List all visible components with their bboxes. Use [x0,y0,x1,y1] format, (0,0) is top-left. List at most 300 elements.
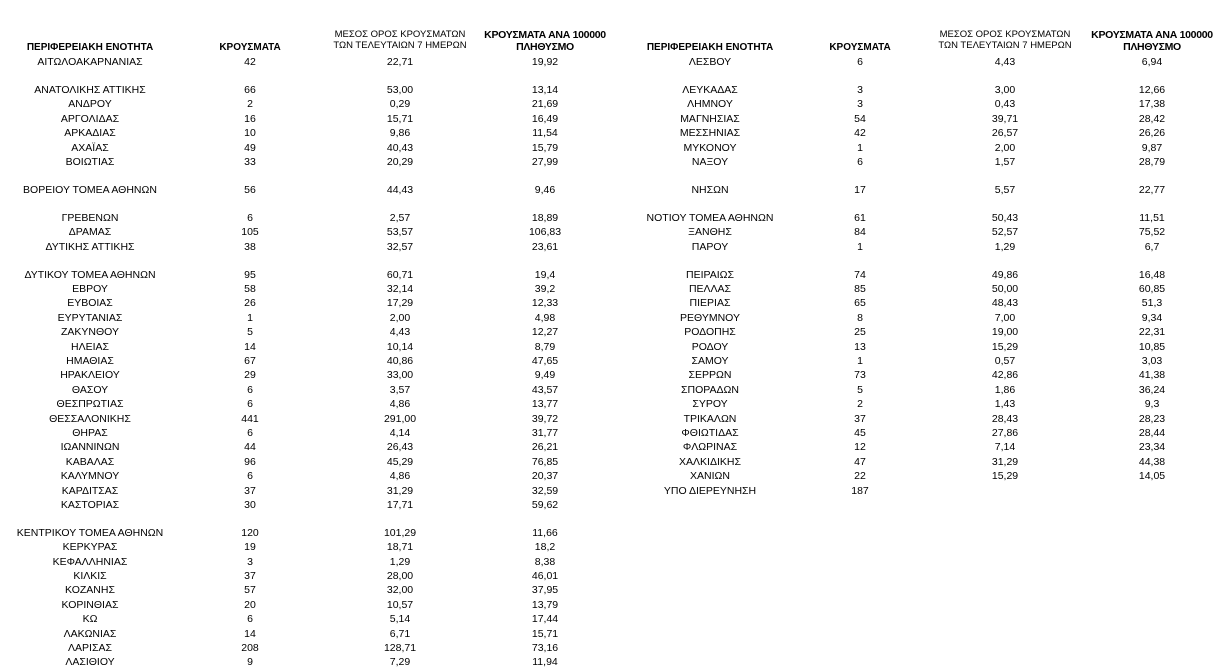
cell-cases: 67 [244,355,256,368]
cell-cases: 120 [241,526,259,539]
right-table-header [620,0,1227,56]
cell-per100k: 20,37 [531,470,559,483]
cell-avg: 31,29 [386,484,414,497]
table-row [0,641,610,655]
cell-per100k: 76,85 [531,455,559,468]
cell-cases: 6 [857,155,863,168]
table-row [620,397,1227,411]
cell-avg: 101,29 [383,526,417,539]
cell-avg: 22,71 [386,56,414,68]
cell-per100k: 43,57 [531,383,559,396]
table-row [0,83,610,97]
cell-avg: 53,57 [386,226,414,239]
table-row [0,268,610,282]
cell-cases: 14 [244,340,256,353]
cell-region: ΣΠΟΡΑΔΩΝ [681,383,739,396]
table-row [0,296,610,310]
cell-cases: 37 [854,412,866,425]
cell-cases: 1 [857,240,863,253]
cell-cases: 95 [244,268,256,281]
cell-region: ΚΑΡΔΙΤΣΑΣ [61,484,119,497]
cell-avg: 44,43 [386,183,414,196]
cell-avg: 4,43 [994,56,1016,68]
cell-avg: 1,43 [994,398,1016,411]
cell-avg: 4,43 [389,326,411,339]
cell-cases: 6 [247,613,253,626]
cell-per100k: 12,33 [531,297,559,310]
cell-cases: 6 [247,383,253,396]
cell-per100k: 37,95 [531,584,559,597]
cell-region: ΦΛΩΡΙΝΑΣ [682,441,738,454]
table-row [620,368,1227,382]
cell-region: ΑΙΤΩΛΟΑΚΑΡΝΑΝΙΑΣ [37,56,143,68]
cell-per100k: 27,99 [531,155,559,168]
cell-region: ΘΕΣΠΡΩΤΙΑΣ [56,398,124,411]
cell-region: ΡΟΔΟΥ [691,340,729,353]
cell-cases: 5 [247,326,253,339]
cell-cases: 6 [247,398,253,411]
cell-per100k: 59,62 [531,498,559,511]
cell-per100k: 73,16 [531,642,559,655]
cell-region: ΥΠΟ ΔΙΕΡΕΥΝΗΣΗ [663,484,757,497]
cell-avg: 291,00 [383,412,417,425]
cell-avg: 50,43 [991,211,1019,224]
table-row [0,498,610,512]
cell-region: ΔΥΤΙΚΗΣ ΑΤΤΙΚΗΣ [45,240,135,253]
cell-per100k: 39,72 [531,412,559,425]
cell-cases: 187 [851,484,869,497]
cell-per100k: 51,3 [1141,297,1163,310]
table-row [620,141,1227,155]
cell-per100k: 46,01 [531,570,559,583]
cell-per100k: 23,34 [1138,441,1166,454]
spacer-row [0,254,610,268]
cell-per100k: 9,49 [534,369,556,382]
cell-cases: 3 [247,555,253,568]
table-row [620,311,1227,325]
spacer-row [0,69,610,83]
table-row [0,412,610,426]
table-row [0,484,610,498]
cell-region: ΛΑΡΙΣΑΣ [68,642,112,655]
cell-per100k: 11,94 [532,656,558,669]
table-row [0,211,610,225]
table-row [0,282,610,296]
cell-region: ΙΩΑΝΝΙΝΩΝ [60,441,120,454]
cell-region: ΕΥΒΟΙΑΣ [67,297,113,310]
table-row [620,484,1227,498]
cell-per100k: 18,89 [531,211,559,224]
cell-per100k: 9,3 [1144,398,1160,411]
cell-region: ΜΕΣΣΗΝΙΑΣ [679,127,741,140]
cell-avg: 50,00 [991,283,1019,296]
cell-avg: 1,29 [994,240,1016,253]
cell-avg: 40,43 [386,141,414,154]
spacer-row [620,169,1227,183]
cell-per100k: 3,03 [1141,355,1163,368]
cell-region: ΘΗΡΑΣ [72,426,108,439]
table-row [620,383,1227,397]
cell-avg: 128,71 [383,642,417,655]
cell-region: ΑΡΓΟΛΙΔΑΣ [60,112,120,125]
header-avg-line1: ΜΕΣΟΣ ΟΡΟΣ ΚΡΟΥΣΜΑΤΩΝ [334,29,466,40]
table-row [620,155,1227,169]
cell-region: ΑΝΑΤΟΛΙΚΗΣ ΑΤΤΙΚΗΣ [34,83,146,96]
cell-per100k: 13,14 [531,83,559,96]
cell-avg: 53,00 [386,83,414,96]
cell-per100k: 31,77 [531,426,559,439]
cell-per100k: 9,87 [1141,141,1163,154]
cell-avg: 48,43 [991,297,1019,310]
cell-region: ΠΕΛΛΑΣ [688,283,732,296]
table-row [620,282,1227,296]
cell-avg: 17,71 [386,498,414,511]
cell-region: ΗΜΑΘΙΑΣ [66,355,114,368]
cell-avg: 32,00 [386,584,414,597]
cell-per100k: 17,38 [1138,98,1166,111]
table-row [620,340,1227,354]
cell-cases: 45 [854,426,866,439]
cell-cases: 29 [244,369,256,382]
table-row [620,325,1227,339]
cell-per100k: 9,34 [1141,311,1163,324]
cell-per100k: 4,98 [534,311,556,324]
table-row [620,112,1227,126]
cell-avg: 28,00 [386,570,414,583]
table-row [620,83,1227,97]
table-row [0,455,610,469]
cell-cases: 56 [244,183,256,196]
cell-region: ΛΑΣΙΘΙΟΥ [65,656,115,669]
cell-cases: 26 [244,297,256,310]
cell-avg: 10,14 [386,340,414,353]
cell-cases: 74 [854,268,866,281]
cell-region: ΚΟΖΑΝΗΣ [65,584,115,597]
cell-region: ΚΕΝΤΡΙΚΟΥ ΤΟΜΕΑ ΑΘΗΝΩΝ [16,526,164,539]
cell-per100k: 28,44 [1138,426,1166,439]
cell-avg: 33,00 [386,369,414,382]
cell-region: ΣΕΡΡΩΝ [688,369,732,382]
cell-region: ΦΘΙΩΤΙΔΑΣ [681,426,739,439]
cell-region: ΑΧΑΪΑΣ [71,141,109,154]
cell-region: ΠΑΡΟΥ [691,240,729,253]
cell-avg: 6,71 [389,627,411,640]
cell-cases: 37 [244,484,256,497]
cell-per100k: 12,66 [1138,83,1166,96]
cell-region: ΖΑΚΥΝΘΟΥ [60,326,119,339]
cell-region: ΗΡΑΚΛΕΙΟΥ [60,369,120,382]
cell-per100k: 19,4 [534,268,556,281]
header-region: ΠΕΡΙΦΕΡΕΙΑΚΗ ΕΝΟΤΗΤΑ [26,42,154,53]
spacer-row [0,197,610,211]
cell-cases: 25 [854,326,866,339]
cell-cases: 20 [244,598,256,611]
cell-per100k: 28,23 [1138,412,1166,425]
cell-avg: 15,71 [386,112,414,125]
spacer-row [620,254,1227,268]
header-region: ΠΕΡΙΦΕΡΕΙΑΚΗ ΕΝΟΤΗΤΑ [646,42,774,53]
cell-region: ΣΥΡΟΥ [692,398,728,411]
cell-avg: 27,86 [991,426,1019,439]
cell-avg: 1,29 [389,555,411,568]
table-row [0,540,610,554]
cell-region: ΗΛΕΙΑΣ [70,340,109,353]
cell-per100k: 11,51 [1139,211,1165,224]
table-row [0,225,610,239]
cell-cases: 3 [857,98,863,111]
cell-avg: 32,57 [386,240,414,253]
cell-avg: 10,57 [386,598,414,611]
table-row [0,97,610,111]
cell-per100k: 32,59 [531,484,559,497]
cell-region: ΕΒΡΟΥ [72,283,108,296]
cell-cases: 9 [247,656,253,669]
cell-avg: 42,86 [991,369,1019,382]
cell-per100k: 8,38 [534,555,556,568]
cell-cases: 10 [244,127,256,140]
cell-avg: 1,86 [994,383,1016,396]
cell-cases: 85 [854,283,866,296]
cell-region: ΚΙΛΚΙΣ [73,570,107,583]
cell-region: ΘΑΣΟΥ [71,383,109,396]
cell-avg: 28,43 [991,412,1019,425]
cell-cases: 44 [244,441,256,454]
cell-avg: 15,29 [991,470,1019,483]
table-row [0,155,610,169]
cell-cases: 12 [854,441,866,454]
cell-per100k: 6,94 [1141,56,1163,68]
cell-cases: 54 [854,112,866,125]
cell-per100k: 39,2 [534,283,556,296]
cell-avg: 26,43 [386,441,414,454]
cell-per100k: 16,48 [1138,268,1166,281]
table-row [0,469,610,483]
table-row [0,612,610,626]
header-avg-line2: ΤΩΝ ΤΕΛΕΥΤΑΙΩΝ 7 ΗΜΕΡΩΝ [938,40,1072,51]
cell-cases: 16 [244,112,256,125]
cell-per100k: 16,49 [531,112,559,125]
cell-per100k: 15,79 [531,141,559,154]
cell-per100k: 26,21 [531,441,559,454]
cell-per100k: 10,85 [1138,340,1166,353]
cell-per100k: 12,27 [531,326,559,339]
table-row [0,426,610,440]
cell-avg: 20,29 [386,155,414,168]
cell-region: ΣΑΜΟΥ [691,355,729,368]
cell-avg: 9,86 [389,127,411,140]
spacer-row [620,197,1227,211]
cell-cases: 19 [244,541,256,554]
table-row [620,268,1227,282]
cell-per100k: 22,31 [1138,326,1166,339]
cell-avg: 52,57 [991,226,1019,239]
header-per100k-line1: ΚΡΟΥΣΜΑΤΑ ΑΝΑ 100000 [1091,29,1213,41]
cell-cases: 57 [244,584,256,597]
cell-region: ΚΕΦΑΛΛΗΝΙΑΣ [52,555,128,568]
cell-per100k: 11,66 [532,526,558,539]
table-row [620,55,1227,69]
cell-cases: 22 [854,470,866,483]
table-row [0,311,610,325]
table-row [0,354,610,368]
table-row [0,325,610,339]
cell-cases: 1 [247,311,253,324]
cell-avg: 4,14 [389,426,411,439]
spacer-row [0,169,610,183]
cell-region: ΡΕΘΥΜΝΟΥ [679,311,740,324]
cell-avg: 2,00 [994,141,1016,154]
cell-per100k: 23,61 [531,240,559,253]
cell-cases: 208 [241,642,259,655]
cell-avg: 4,86 [389,470,411,483]
spacer-row [0,512,610,526]
table-row [620,455,1227,469]
cell-region: ΔΡΑΜΑΣ [68,226,112,239]
cell-per100k: 75,52 [1138,226,1166,239]
cell-per100k: 19,92 [531,56,559,68]
table-row [0,397,610,411]
cell-avg: 2,57 [389,211,411,224]
cell-region: ΚΕΡΚΥΡΑΣ [62,541,118,554]
cell-per100k: 9,46 [534,183,556,196]
cell-avg: 26,57 [991,127,1019,140]
cell-cases: 61 [854,211,866,224]
cell-region: ΞΑΝΘΗΣ [688,226,732,239]
cell-per100k: 44,38 [1138,455,1166,468]
cell-avg: 45,29 [386,455,414,468]
cell-cases: 58 [244,283,256,296]
cell-cases: 47 [854,455,866,468]
cell-cases: 66 [244,83,256,96]
cell-region: ΘΕΣΣΑΛΟΝΙΚΗΣ [49,412,131,425]
cell-per100k: 6,7 [1144,240,1160,253]
cell-cases: 1 [857,141,863,154]
cell-per100k: 13,79 [531,598,559,611]
table-row [0,112,610,126]
left-table-header [0,0,610,56]
cell-region: ΕΥΡΥΤΑΝΙΑΣ [57,311,123,324]
cell-region: ΜΑΓΝΗΣΙΑΣ [680,112,740,125]
header-avg-line2: ΤΩΝ ΤΕΛΕΥΤΑΙΩΝ 7 ΗΜΕΡΩΝ [333,40,467,51]
table-row [620,469,1227,483]
cell-region: ΧΑΝΙΩΝ [690,470,730,483]
cell-per100k: 41,38 [1138,369,1166,382]
cell-avg: 18,71 [386,541,414,554]
cell-cases: 73 [854,369,866,382]
table-row [0,126,610,140]
cell-cases: 6 [247,470,253,483]
cell-cases: 30 [244,498,256,511]
cell-avg: 3,00 [994,83,1016,96]
cell-per100k: 28,79 [1138,155,1166,168]
table-row [0,555,610,569]
cell-region: ΤΡΙΚΑΛΩΝ [683,412,737,425]
cell-per100k: 17,44 [531,613,559,626]
cell-per100k: 18,2 [534,541,556,554]
cell-cases: 2 [247,98,253,111]
cell-per100k: 13,77 [531,398,559,411]
cell-cases: 13 [854,340,866,353]
cell-per100k: 106,83 [528,226,562,239]
cell-avg: 40,86 [386,355,414,368]
spacer-row [620,69,1227,83]
cell-per100k: 11,54 [532,127,558,140]
cell-cases: 42 [244,56,256,68]
cell-per100k: 60,85 [1138,283,1166,296]
cell-avg: 7,14 [994,441,1016,454]
cell-avg: 0,43 [994,98,1016,111]
cell-avg: 7,29 [389,656,411,669]
cell-cases: 1 [857,355,863,368]
cell-avg: 0,57 [994,355,1016,368]
cell-region: ΔΥΤΙΚΟΥ ΤΟΜΕΑ ΑΘΗΝΩΝ [24,268,156,281]
cell-per100k: 14,05 [1138,470,1166,483]
cell-cases: 96 [244,455,256,468]
table-row [620,426,1227,440]
cell-region: ΡΟΔΟΠΗΣ [684,326,736,339]
table-row [0,183,610,197]
cell-cases: 8 [857,311,863,324]
cell-cases: 6 [857,56,863,68]
cell-avg: 15,29 [991,340,1019,353]
header-per100k-line2: ΠΛΗΘΥΣΜΟ [516,41,574,53]
cell-cases: 38 [244,240,256,253]
cell-per100k: 26,26 [1138,127,1166,140]
cell-per100k: 47,65 [531,355,559,368]
cell-avg: 32,14 [386,283,414,296]
cell-region: ΝΟΤΙΟΥ ΤΟΜΕΑ ΑΘΗΝΩΝ [646,211,774,224]
table-row [620,225,1227,239]
header-cases: ΚΡΟΥΣΜΑΤΑ [219,42,281,53]
table-row [620,354,1227,368]
table-row [620,412,1227,426]
header-per100k-line2: ΠΛΗΘΥΣΜΟ [1123,41,1181,53]
cell-region: ΜΥΚΟΝΟΥ [683,141,737,154]
cell-cases: 105 [241,226,259,239]
cell-avg: 31,29 [991,455,1019,468]
cell-avg: 60,71 [386,268,414,281]
cell-region: ΛΗΜΝΟΥ [687,98,733,111]
table-row [0,55,610,69]
cell-region: ΛΕΣΒΟΥ [688,56,732,68]
table-row [0,569,610,583]
cell-avg: 3,57 [389,383,411,396]
cell-cases: 3 [857,83,863,96]
cell-region: ΚΩ [82,613,98,626]
table-row [0,340,610,354]
cell-avg: 49,86 [991,268,1019,281]
cell-cases: 2 [857,398,863,411]
cell-region: ΒΟΙΩΤΙΑΣ [65,155,115,168]
cell-cases: 42 [854,127,866,140]
cell-region: ΓΡΕΒΕΝΩΝ [61,211,119,224]
cell-region: ΑΡΚΑΔΙΑΣ [64,127,116,140]
cell-avg: 4,86 [389,398,411,411]
cell-avg: 0,29 [389,98,411,111]
cell-per100k: 21,69 [531,98,559,111]
cell-avg: 5,57 [994,183,1016,196]
cell-avg: 5,14 [389,613,411,626]
table-row [0,526,610,540]
cell-cases: 37 [244,570,256,583]
cell-cases: 441 [241,412,259,425]
cell-per100k: 8,79 [534,340,556,353]
cell-avg: 1,57 [994,155,1016,168]
left-table-body [0,55,610,670]
cell-cases: 65 [854,297,866,310]
table-row [0,383,610,397]
cell-region: ΛΑΚΩΝΙΑΣ [63,627,117,640]
